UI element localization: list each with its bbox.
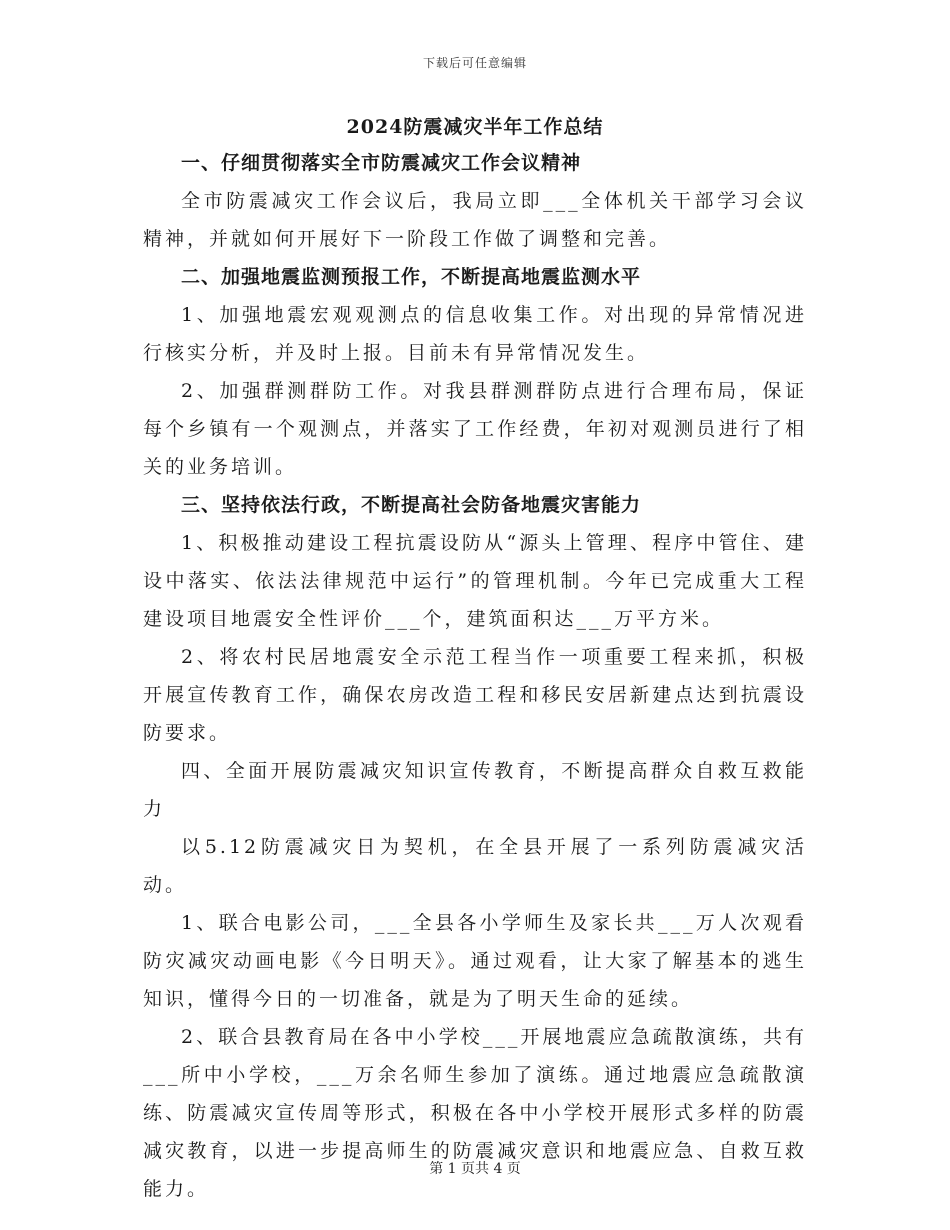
paragraph: 2、联合县教育局在各中小学校___开展地震应急疏散演练，共有___所中小学校，___万余名师生参加了演练。通过地震应急疏散演练、防震减灾宣传周等形式，积极在各中小学校开展形式多样的防震减灾教育，以进一步提高师生的防震减灾意识和地震应急、自救互救能力。: [143, 1026, 807, 1200]
paragraph: 1、联合电影公司，___全县各小学师生及家长共___万人次观看防灾减灾动画电影《今日明天》。通过观看，让大家了解基本的逃生知识，懂得今日的一切准备，就是为了明天生命的延续。: [143, 912, 807, 1010]
paragraph: 2、将农村民居地震安全示范工程当作一项重要工程来抓，积极开展宣传教育工作，确保农房改造工程和移民安居新建点达到抗震设防要求。: [143, 646, 807, 744]
paragraph: 1、积极推动建设工程抗震设防从“源头上管理、程序中管住、建设中落实、依法法律规范中运行”的管理机制。今年已完成重大工程建设项目地震安全性评价___个，建筑面积达___万平方米。: [143, 532, 807, 630]
paragraph: 以5.12防震减灾日为契机，在全县开展了一系列防震减灾活动。: [143, 836, 807, 896]
paragraph: 全市防震减灾工作会议后，我局立即___全体机关干部学习会议精神，并就如何开展好下一阶段工作做了调整和完善。: [143, 190, 807, 250]
paragraph: 2、加强群测群防工作。对我县群测群防点进行合理布局，保证每个乡镇有一个观测点，并落实了工作经费，年初对观测员进行了相关的业务培训。: [143, 380, 807, 478]
document-body: [143, 112, 807, 1208]
section-heading-3: 三、坚持依法行政，不断提高社会防备地震灾害能力: [181, 494, 642, 516]
section-heading-2: 二、加强地震监测预报工作，不断提高地震监测水平: [181, 266, 642, 288]
page-number-footer: 第 1 页共 4 页: [429, 1161, 521, 1177]
section-heading-1: 一、仔细贯彻落实全市防震减灾工作会议精神: [181, 152, 582, 174]
document-title: 2024防震减灾半年工作总结: [346, 116, 604, 138]
section-heading-4: 四、全面开展防震减灾知识宣传教育，不断提高群众自救互救能力: [143, 760, 807, 820]
paragraph: 1、加强地震宏观观测点的信息收集工作。对出现的异常情况进行核实分析，并及时上报。目前未有异常情况发生。: [143, 304, 807, 364]
header-note: 下载后可任意编辑: [422, 56, 527, 70]
